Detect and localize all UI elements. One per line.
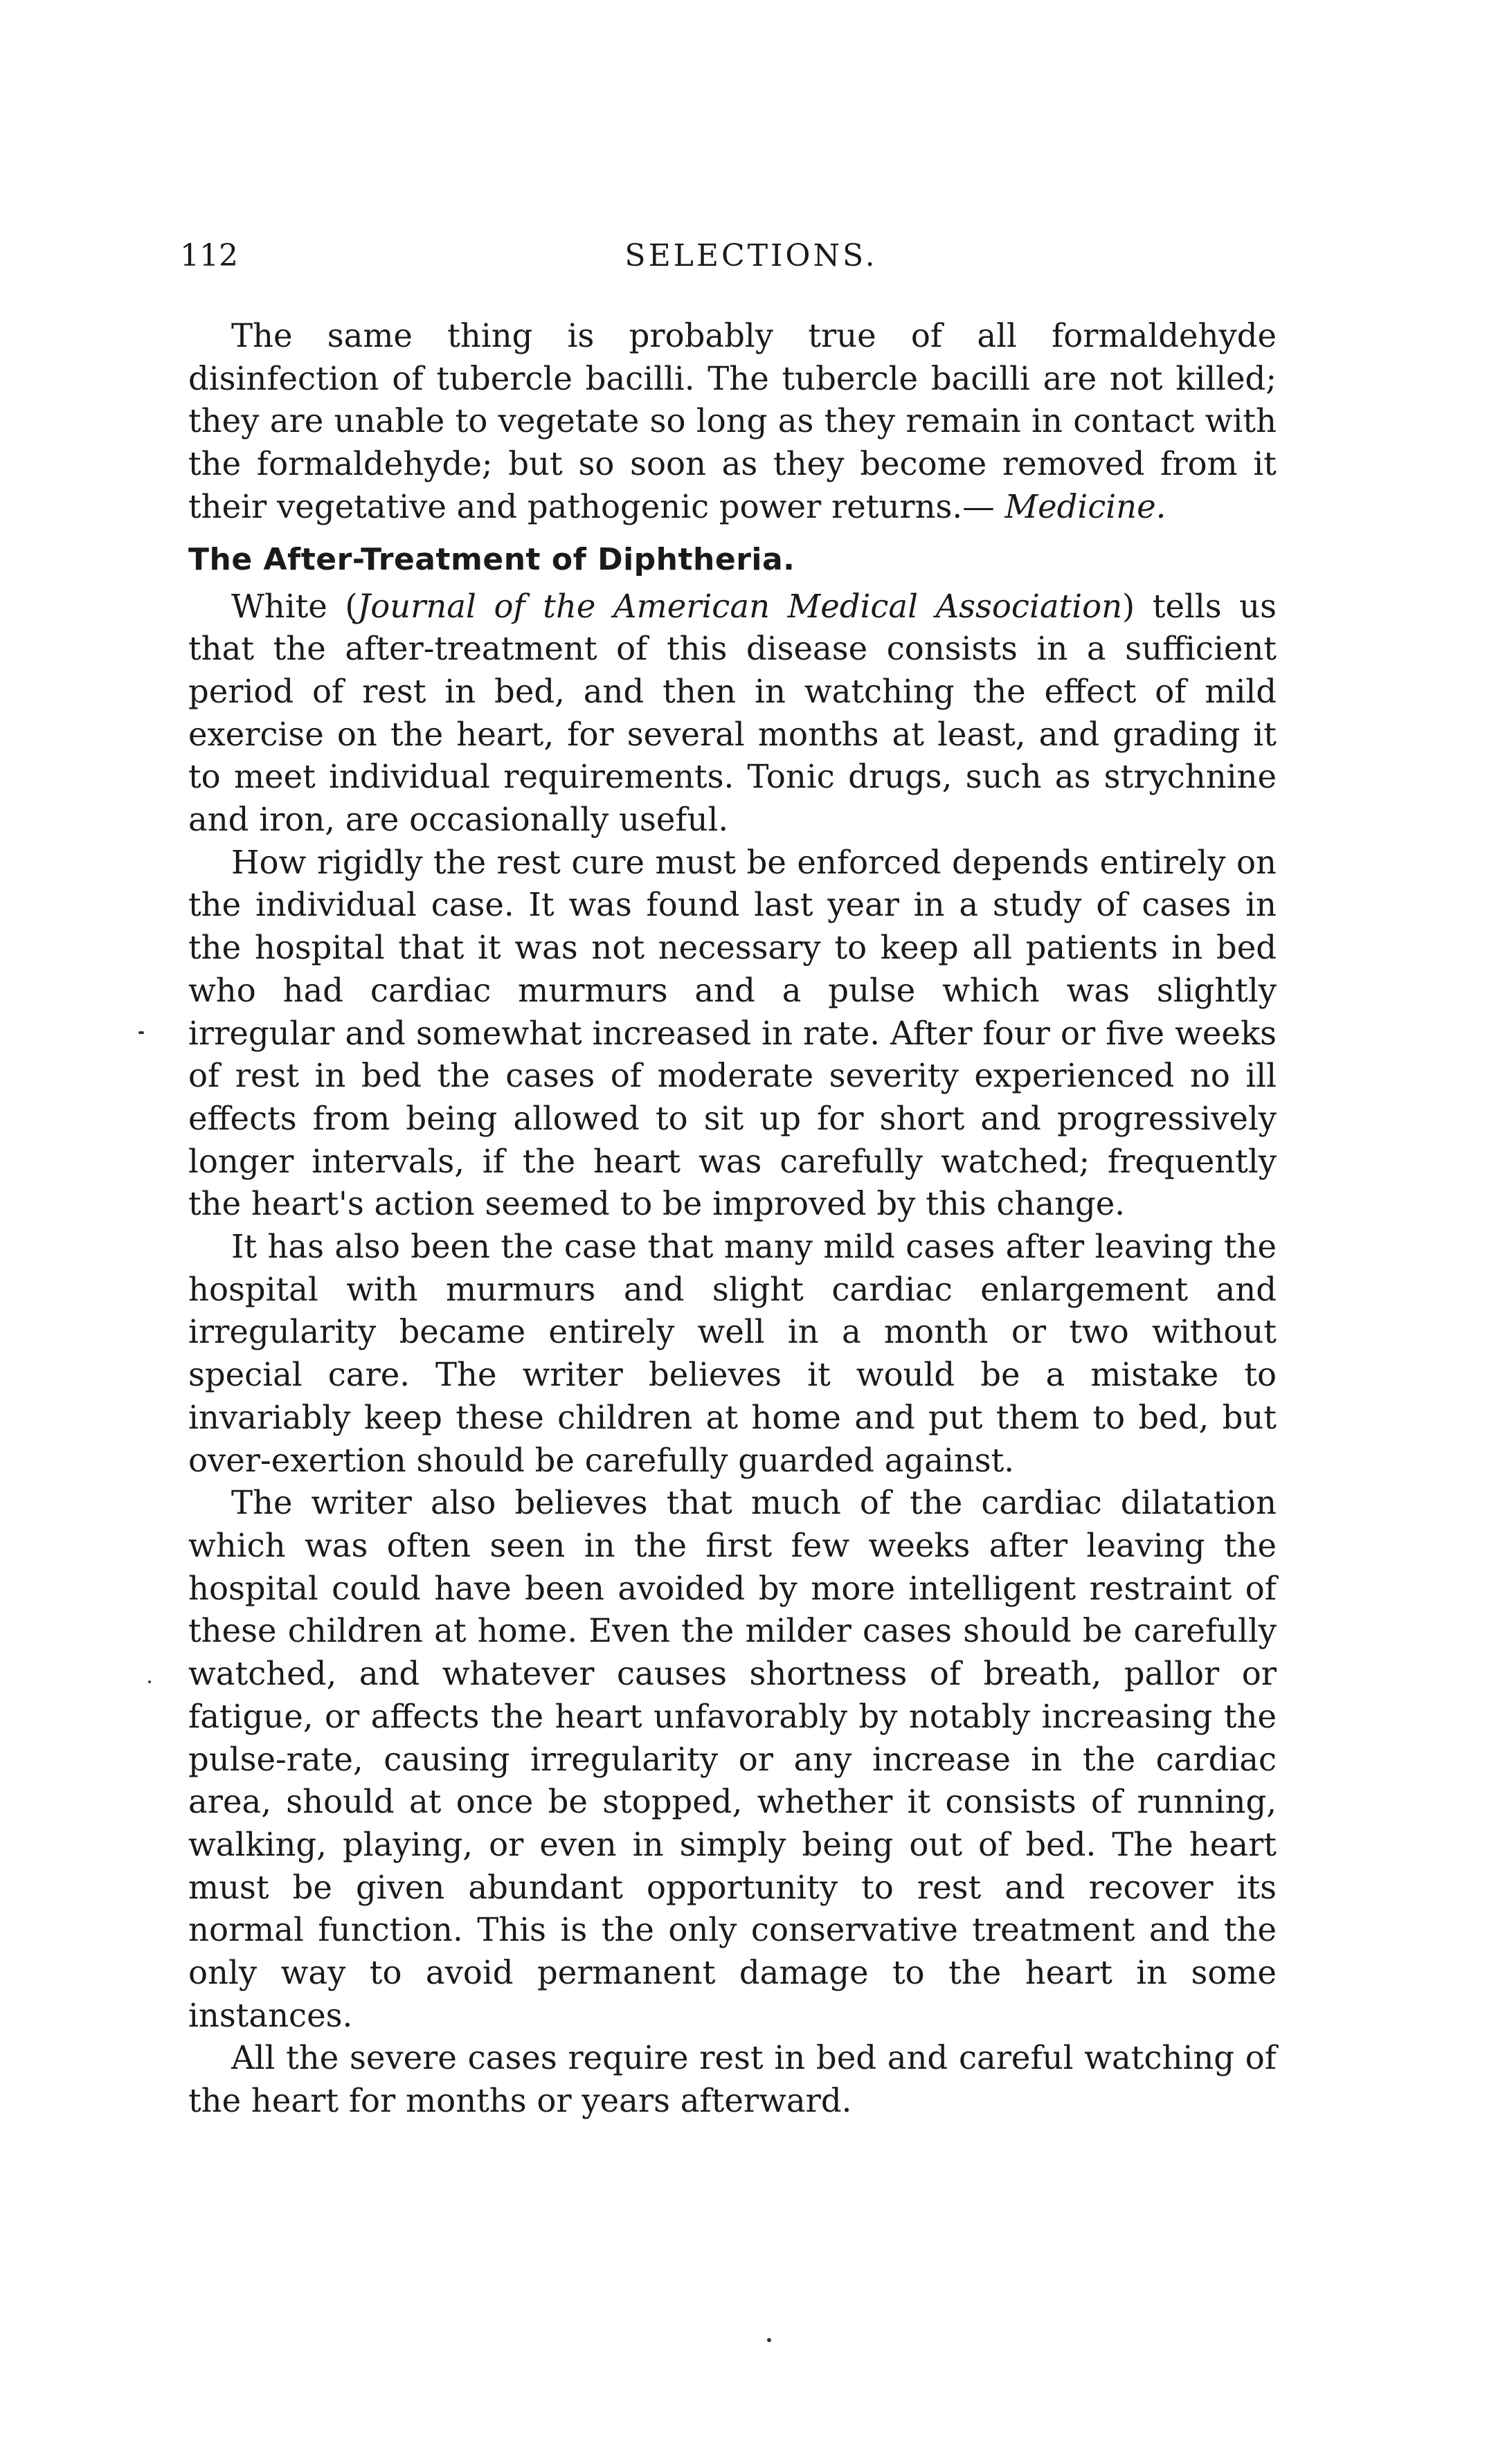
journal-title: Journal of the American Medical Association: [357, 587, 1123, 625]
running-title: SELECTIONS.: [624, 238, 878, 273]
body-text: [188, 315, 1277, 2123]
paragraph-1-text: ) tells us that the after-treatment of this disease consists in a sufficient period of rest in bed, and then in watching the effect of mild exercise on the heart, for several months at least, and grading it to meet individual requirements. Tonic drugs, such as strychnine and iron, are occasionally useful.: [188, 587, 1277, 839]
intro-paragraph: [188, 315, 1277, 529]
running-head: [180, 235, 1274, 277]
intro-source: Medicine.: [1004, 487, 1166, 525]
ink-speck: [148, 1681, 151, 1683]
intro-text: The same thing is probably true of all formaldehyde disinfection of tubercle bacilli. The tubercle bacilli are not killed; they are unable to vegetate so long as they remain in contact with the formaldehyde; but so soon as they become removed from it their vegetative and pathogenic power returns.—: [188, 317, 1277, 525]
author-name: White (: [231, 587, 358, 625]
article-paragraph-2: How rigidly the rest cure must be enforced depends entirely on the individual case. It was found last year in a study of cases in the hospital that it was not necessary to keep all patients in bed who had cardiac murmurs and a pulse which was slightly irregular and somewhat increased in rate. After four or five weeks of rest in bed the cases of moderate severity experienced no ill effects from being allowed to sit up for short and progressively longer intervals, if the heart was carefully watched; frequently the heart's action seemed to be improved by this change.: [188, 843, 1277, 1223]
article-paragraph-4: The writer also believes that much of the cardiac dilatation which was often seen in the first few weeks after leaving the hospital could have been avoided by more intelligent restraint of these children at home. Even the milder cases should be carefully watched, and whatever causes shortness of breath, pallor or fatigue, or affects the heart unfavorably by notably increasing the pulse-rate, causing irregularity or any increase in the cardiac area, should at once be stopped, whether it consists of running, walking, playing, or even in simply being out of bed. The heart must be given abundant opportunity to rest and recover its normal function. This is the only conservative treatment and the only way to avoid permanent damage to the heart in some instances.: [188, 1484, 1277, 2034]
article-heading: The After-Treatment of Diphtheria.: [188, 541, 795, 577]
ink-speck: [138, 1031, 144, 1034]
article-paragraph-5: All the severe cases require rest in bed and careful watching of the heart for months or years afterward.: [188, 2039, 1277, 2120]
page-number: 112: [180, 238, 238, 273]
article-paragraph-3: It has also been the case that many mild cases after leaving the hospital with murmurs and slight cardiac enlargement and irregularity became entirely well in a month or two without special care. The writer believes it would be a mistake to invariably keep these children at home and put them to bed, but over-exertion should be carefully guarded against.: [188, 1228, 1277, 1479]
ink-speck: [767, 2338, 771, 2342]
article-paragraph-1: [188, 586, 1277, 842]
